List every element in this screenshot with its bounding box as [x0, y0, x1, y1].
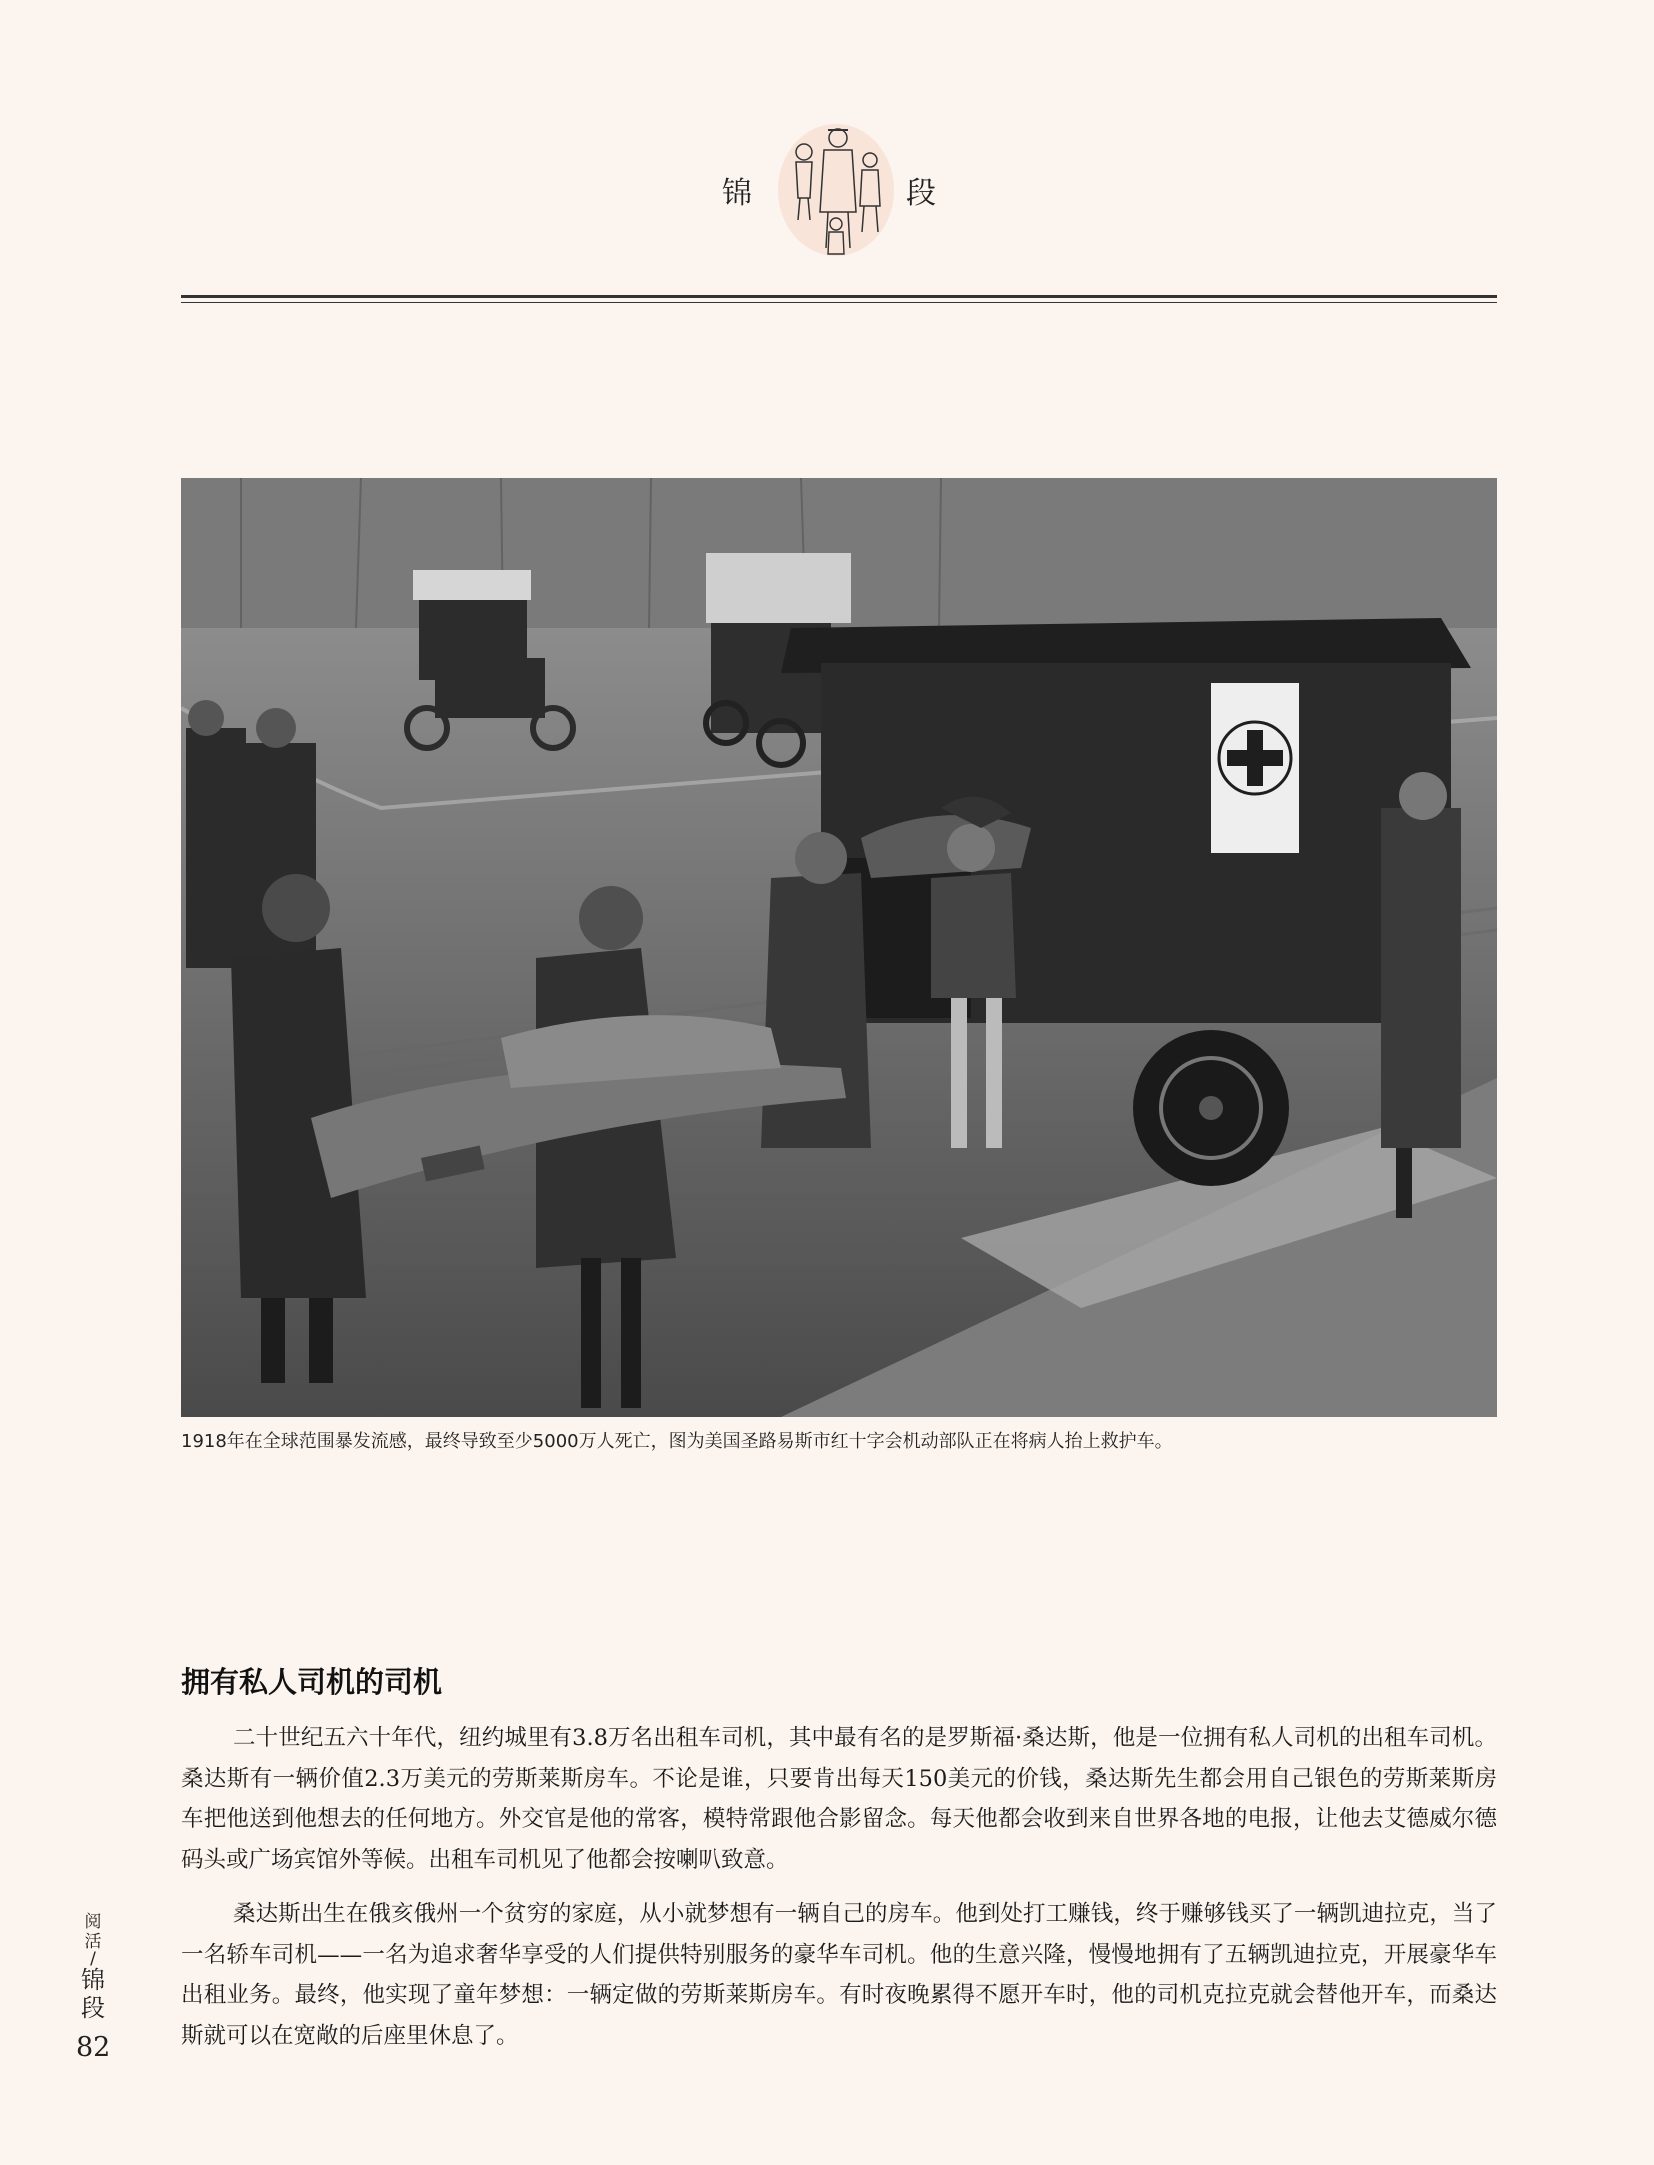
- column-label-char: 段: [81, 1994, 105, 2022]
- header-rule-thin: [181, 302, 1497, 303]
- column-label-char: 阅: [84, 1912, 102, 1932]
- section-title: 拥有私人司机的司机: [181, 1665, 443, 1699]
- historic-photo-ambulance-icon: [181, 478, 1497, 1417]
- column-label-char: 锦: [81, 1966, 105, 1994]
- header-rule-thick: [181, 295, 1497, 298]
- historic-photo: [181, 478, 1497, 1417]
- column-label-slash: /: [90, 1949, 96, 1969]
- page-number: 82: [76, 2032, 111, 2063]
- column-label: [78, 1912, 108, 2022]
- body-paragraph: 桑达斯出生在俄亥俄州一个贫穷的家庭，从小就梦想有一辆自己的房车。他到处打工赚钱，终于赚够钱买了一辆凯迪拉克，当了一名轿车司机——一名为追求奢华享受的人们提供特别服务的豪华车司机。他的生意兴隆，慢慢地拥有了五辆凯迪拉克，开展豪华车出租业务。最终，他实现了童年梦想：一辆定做的劳斯莱斯房车。有时夜晚累得不愿开车时，他的司机克拉克就会替他开车，而桑达斯就可以在宽敞的后座里休息了。: [181, 1901, 1497, 2049]
- page-header: [0, 120, 1654, 270]
- folk-figures-emblem-icon: [776, 120, 896, 260]
- header-title-left: 锦: [722, 176, 752, 211]
- column-label-char: 活: [84, 1932, 102, 1952]
- body-paragraph: 二十世纪五六十年代，纽约城里有3.8万名出租车司机，其中最有名的是罗斯福·桑达斯，他是一位拥有私人司机的出租车司机。桑达斯有一辆价值2.3万美元的劳斯莱斯房车。不论是谁，只要肯出每天150美元的价钱，桑达斯先生都会用自己银色的劳斯莱斯房车把他送到他想去的任何地方。外交官是他的常客，模特常跟他合影留念。每天他都会收到来自世界各地的电报，让他去艾德威尔德码头或广场宾馆外等候。出租车司机见了他都会按喇叭致意。: [181, 1725, 1497, 1873]
- photo-caption: 1918年在全球范围暴发流感，最终导致至少5000万人死亡，图为美国圣路易斯市红十字会机动部队正在将病人抬上救护车。: [181, 1431, 1173, 1452]
- header-title-right: 段: [906, 176, 936, 211]
